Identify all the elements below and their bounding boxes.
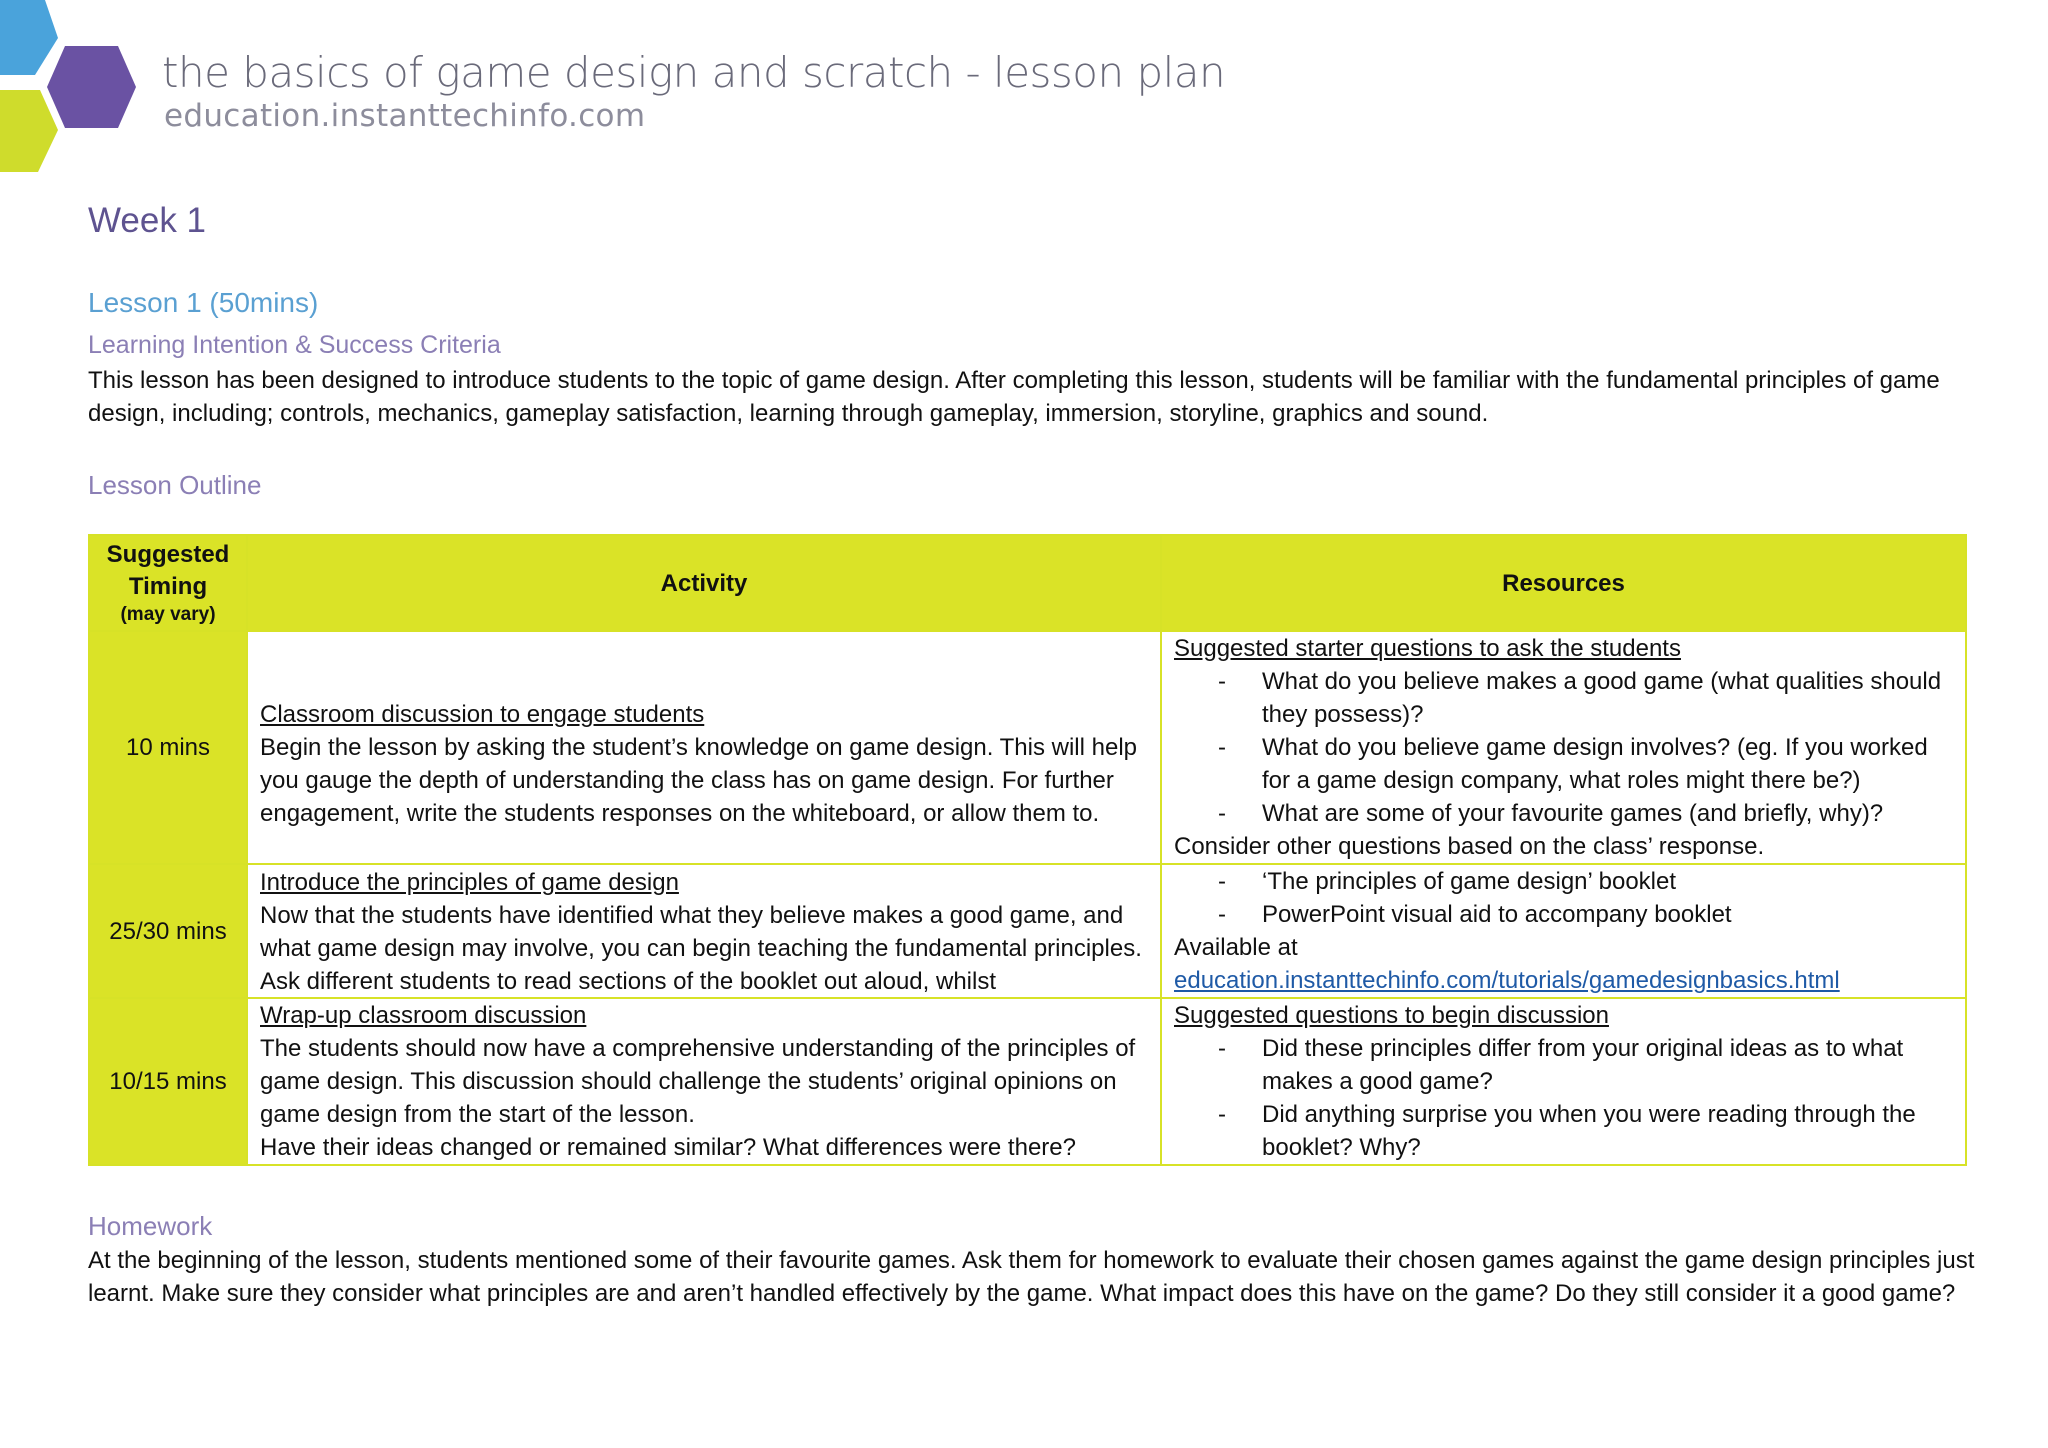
activity-text-followup: Have their ideas changed or remained similar? What differences were there? — [260, 1134, 1076, 1161]
header-activity: Activity — [247, 535, 1161, 631]
resources-cell — [1161, 998, 1966, 1165]
resources-footer: Consider other questions based on the class’ response. — [1174, 833, 1765, 860]
resources-cell — [1161, 631, 1966, 864]
activity-text: Now that the students have identified what they believe makes a good game, and what game design may involve, you can begin teaching the fundamental principles. Ask different students to read sections of the booklet out aloud, whilst — [260, 902, 1142, 995]
resources-title: Suggested questions to begin discussion — [1174, 1002, 1609, 1029]
activity-cell — [247, 998, 1161, 1165]
tutorial-link[interactable]: education.instanttechinfo.com/tutorials/gamedesignbasics.html — [1174, 967, 1840, 994]
activity-title: Classroom discussion to engage students — [260, 701, 705, 728]
activity-cell — [247, 631, 1161, 864]
list-item: - What do you believe makes a good game (what qualities should they possess)? — [1262, 665, 1953, 731]
table-row — [89, 631, 1966, 864]
activity-text: Begin the lesson by asking the student’s knowledge on game design. This will help you gauge the depth of understanding the class has on game design. For further engagement, write the students responses on the whiteboard, or allow them to. — [260, 734, 1137, 827]
lesson-outline-heading: Lesson Outline — [88, 470, 262, 500]
learning-intention-heading: Learning Intention & Success Criteria — [88, 331, 501, 359]
homework-text: At the beginning of the lesson, students mentioned some of their favourite games. Ask them for homework to evaluate their chosen games against the game design principles just learnt. Make sure they consider what principles are and aren’t handled effectively by the game. What impact does this have on the game? Do they still consider it a good game? — [88, 1247, 1975, 1307]
hexagon-logo-icon — [0, 0, 140, 175]
header-timing-line1: Suggested — [106, 541, 230, 568]
site-url: education.instanttechinfo.com — [164, 98, 646, 134]
timing-cell: 10/15 mins — [89, 998, 247, 1165]
list-item: - Did these principles differ from your original ideas as to what makes a good game? — [1262, 1032, 1953, 1098]
resources-cell — [1161, 864, 1966, 998]
activity-title: Introduce the principles of game design — [260, 869, 679, 896]
header-timing — [89, 535, 247, 631]
lesson-outline-table — [88, 534, 1967, 1166]
hexagon-purple-icon — [47, 46, 136, 128]
list-item: - What are some of your favourite games (and briefly, why)? — [1262, 797, 1953, 830]
list-item: - ‘The principles of game design’ booklet — [1262, 865, 1953, 898]
homework-heading: Homework — [88, 1211, 213, 1241]
learning-intention-text: This lesson has been designed to introduce students to the topic of game design. After completing this lesson, students will be familiar with the fundamental principles of game design, including; controls, mechanics, gameplay satisfaction, learning through gameplay, immersion, storyline, graphics and sound. — [88, 367, 1940, 427]
table-header-row — [89, 535, 1966, 631]
timing-cell: 10 mins — [89, 631, 247, 864]
resources-list — [1174, 1032, 1953, 1164]
table-row — [89, 998, 1966, 1165]
resources-list — [1174, 865, 1953, 931]
week-heading: Week 1 — [88, 201, 207, 240]
hexagon-blue-icon — [0, 0, 58, 75]
list-item: - What do you believe game design involves? (eg. If you worked for a game design company, what roles might there be?) — [1262, 731, 1953, 797]
activity-cell — [247, 864, 1161, 998]
available-at-label: Available at — [1174, 934, 1298, 961]
document-title: the basics of game design and scratch - lesson plan — [162, 48, 1226, 97]
header-timing-note: (may vary) — [120, 604, 216, 625]
list-item: - Did anything surprise you when you were reading through the booklet? Why? — [1262, 1098, 1953, 1164]
header-timing-line2: Timing — [128, 573, 208, 600]
activity-title: Wrap-up classroom discussion — [260, 1002, 587, 1029]
resources-list — [1174, 665, 1953, 830]
table-row — [89, 864, 1966, 998]
lesson-title: Lesson 1 (50mins) — [88, 287, 319, 318]
header-resources: Resources — [1161, 535, 1966, 631]
hexagon-lime-icon — [0, 90, 58, 172]
activity-text: The students should now have a comprehensive understanding of the principles of game design. This discussion should challenge the students’ original opinions on game design from the start of the lesson. — [260, 1035, 1136, 1128]
timing-cell: 25/30 mins — [89, 864, 247, 998]
resources-title: Suggested starter questions to ask the students — [1174, 635, 1681, 662]
list-item: - PowerPoint visual aid to accompany booklet — [1262, 898, 1953, 931]
